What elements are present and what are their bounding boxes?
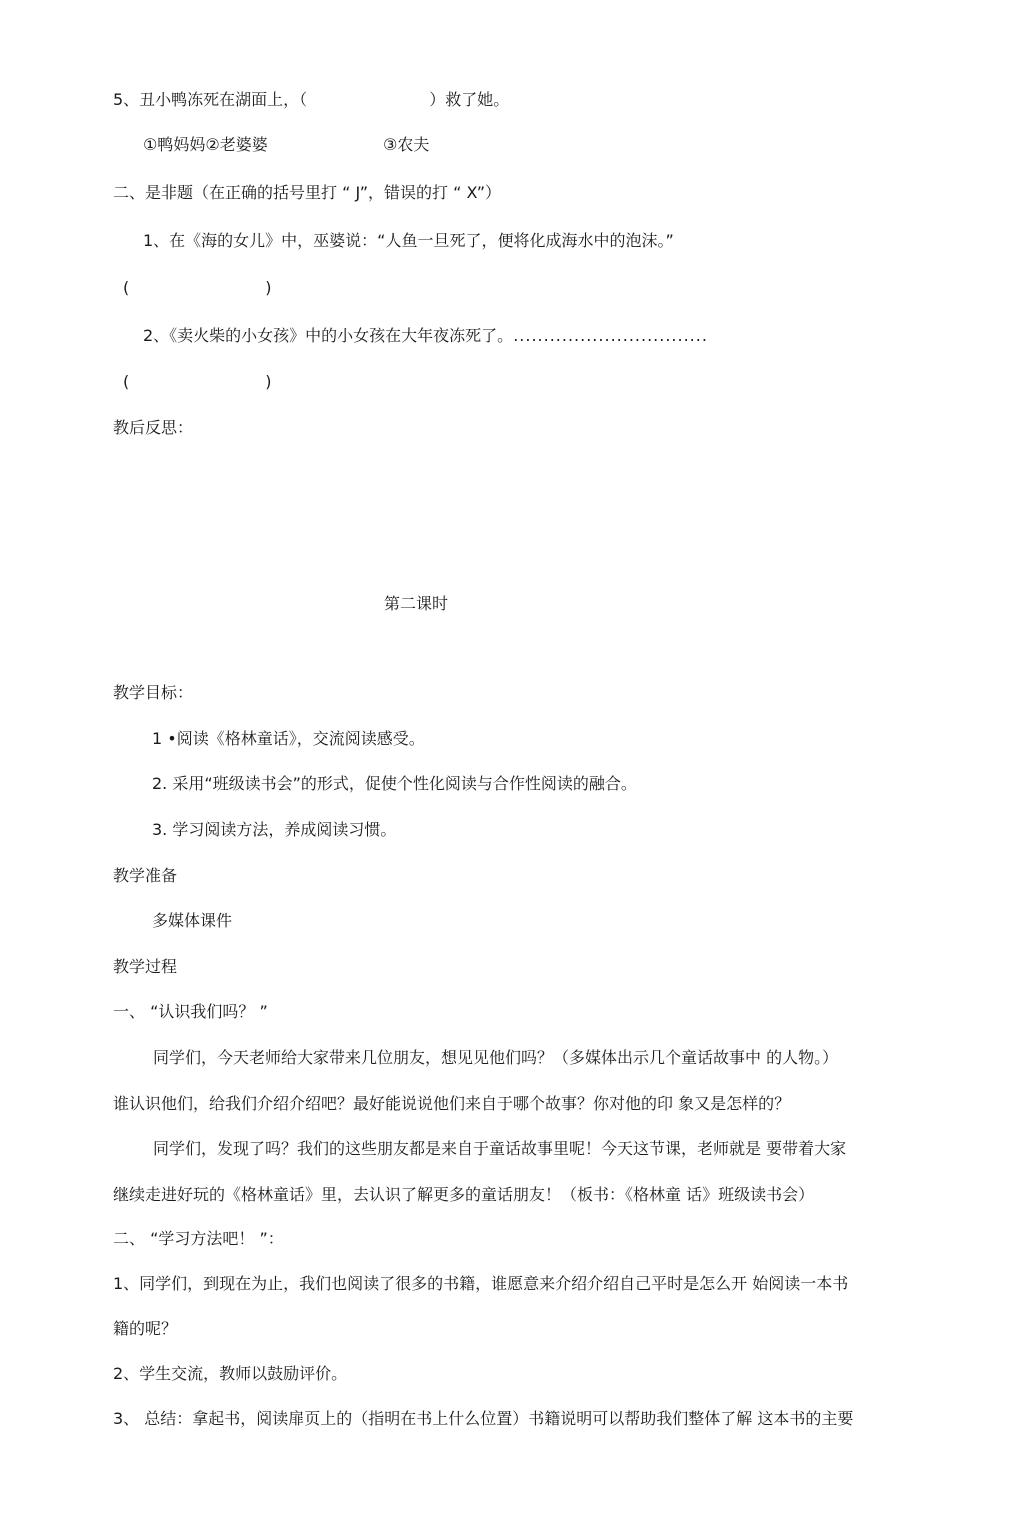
tf-item-2 [143, 326, 708, 346]
quiz-question-5 [113, 90, 509, 110]
quiz-option-1: ①鸭妈妈②老婆婆 [143, 135, 268, 154]
question-prefix: 5、丑小鸭冻死在湖面上，（ [113, 90, 308, 109]
paragraph-line: 1、同学们，到现在为止，我们也阅读了很多的书籍，谁愿意来介绍介绍自己平时是怎么开 始阅读一本书 [113, 1274, 849, 1293]
section-heading-true-false: 二、是非题（在正确的括号里打 “ J”，错误的打 “ X”） [113, 183, 502, 202]
bracket-close: ) [265, 278, 272, 297]
bracket-close: ) [265, 372, 272, 391]
question-suffix: ）救了她。 [429, 90, 510, 109]
leader-dots: ................................ [513, 326, 708, 345]
tf-item-2-text: 2、《卖火柴的小女孩》中的小女孩在大年夜冻死了。 [143, 326, 514, 345]
objectives-heading: 教学目标： [113, 683, 194, 702]
objective-item-1: 1 •阅读《格林童话》，交流阅读感受。 [152, 729, 425, 748]
process-part2-heading: 二、 “学习方法吧！ ”： [113, 1229, 284, 1248]
paragraph-line: 继续走进好玩的《格林童话》里，去认识了解更多的童话朋友！（板书：《格林童 话》班级读书会） [113, 1185, 815, 1204]
paragraph-line: 谁认识他们，给我们介绍介绍吧？最好能说说他们来自于哪个故事？你对他的印 象又是怎样的？ [113, 1094, 791, 1113]
bracket-open: ( [123, 278, 130, 297]
preparation-content: 多媒体课件 [152, 911, 233, 930]
reflection-label: 教后反思： [113, 418, 194, 437]
tf-item-2-brackets [123, 372, 272, 392]
tf-item-1: 1、在《海的女儿》中，巫婆说：“人鱼一旦死了，便将化成海水中的泡沫。” [143, 231, 674, 250]
preparation-heading: 教学准备 [113, 866, 178, 885]
quiz-option-3: ③农夫 [383, 135, 430, 154]
tf-item-1-brackets [123, 278, 272, 298]
objective-item-3: 3. 学习阅读方法，养成阅读习惯。 [152, 820, 397, 839]
bracket-open: ( [123, 372, 130, 391]
paragraph-line: 同学们，发现了吗？我们的这些朋友都是来自于童话故事里呢！今天这节课，老师就是 要带着大家 [153, 1139, 847, 1158]
process-heading: 教学过程 [113, 957, 178, 976]
paragraph-line: 同学们，今天老师给大家带来几位朋友，想见见他们吗？（多媒体出示几个童话故事中 的人物。） [153, 1048, 839, 1067]
paragraph-line: 籍的呢？ [113, 1319, 178, 1338]
process-part1-heading: 一、 “认识我们吗？ ” [113, 1002, 268, 1021]
paragraph-line: 3、 总结：拿起书，阅读扉页上的（指明在书上什么位置）书籍说明可以帮助我们整体了解 这本书的主要 [113, 1409, 854, 1428]
paragraph-line: 2、学生交流，教师以鼓励评价。 [113, 1364, 348, 1383]
objective-item-2: 2. 采用“班级读书会”的形式，促使个性化阅读与合作性阅读的融合。 [152, 774, 637, 793]
lesson-title: 第二课时 [384, 594, 449, 613]
